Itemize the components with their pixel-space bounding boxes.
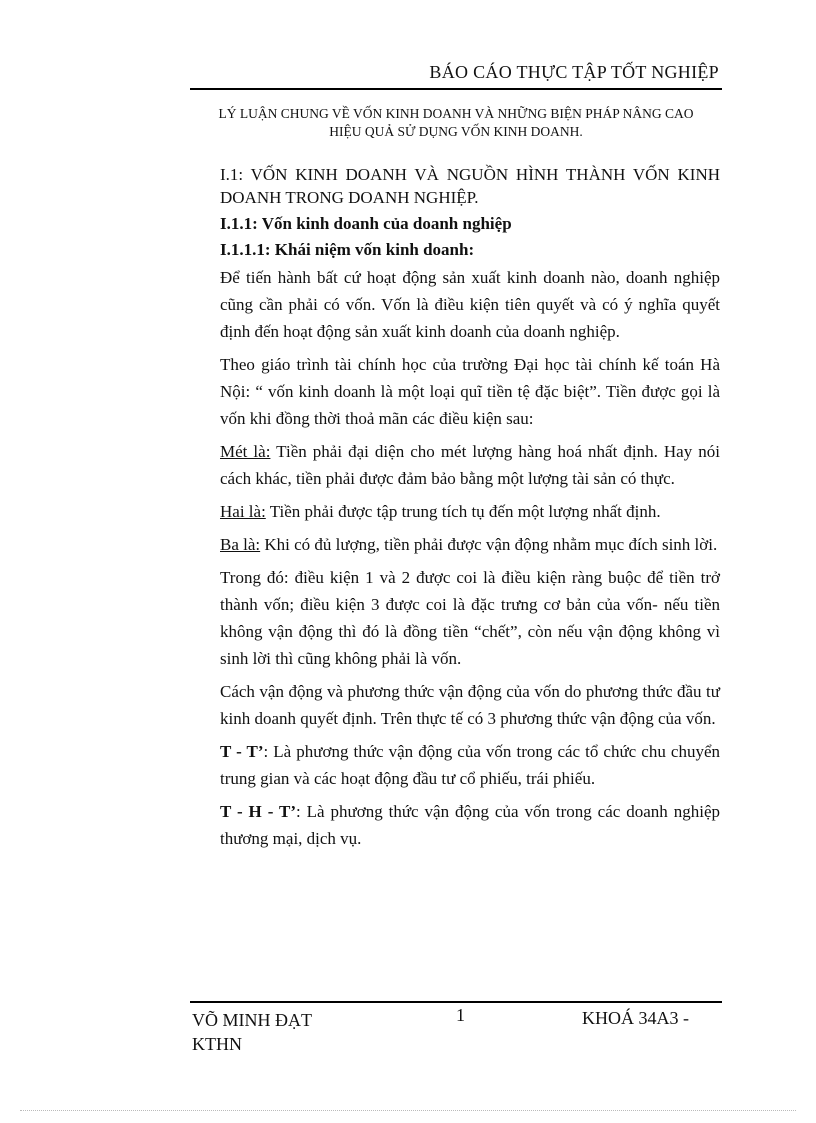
- paragraph-condition-3: [220, 531, 720, 558]
- paragraph-1: Để tiến hành bất cứ hoạt động sản xuất kinh doanh nào, doanh nghiệp cũng cần phải có vốn. Vốn là điều kiện tiên quyết và có ý nghĩa quyết định đến hoạt động sản xuất kinh doanh của doanh nghiệp.: [220, 268, 720, 341]
- condition-2-label: Hai là:: [220, 502, 266, 521]
- paragraph-6: Trong đó: điều kiện 1 và 2 được coi là điều kiện ràng buộc để tiền trở thành vốn; điều kiện 3 được coi là đặc trưng cơ bản của vốn- nếu tiền không vận động thì đó là đồng tiền “chết”, còn nếu vận động không vì sinh lời thì cũng không phải là vốn.: [220, 568, 720, 668]
- chapter-subtitle-line-1: LÝ LUẬN CHUNG VỀ VỐN KINH DOANH VÀ NHỮNG BIỆN PHÁP NÂNG CAO: [218, 106, 694, 121]
- paragraph-condition-1: [220, 438, 720, 492]
- condition-1-text: Tiền phải đại diện cho mét lượng hàng hoá nhất định. Hay nói cách khác, tiền phải được đảm bảo bằng một lượng tài sản có thực.: [220, 442, 720, 488]
- footer-author-unit: KTHN: [192, 1034, 242, 1054]
- page-edge-dotted-line: [20, 1110, 796, 1111]
- condition-2-text: Tiền phải được tập trung tích tụ đến một lượng nhất định.: [265, 502, 661, 521]
- method-1-label: T - T’: [220, 742, 264, 761]
- heading-1-1: I.1.1: Vốn kinh doanh của doanh nghiệp: [220, 214, 512, 233]
- paragraph-condition-2: [220, 498, 720, 525]
- method-2-label: T - H - T’: [220, 802, 296, 821]
- section-heading: I.1: VỐN KINH DOANH VÀ NGUỒN HÌNH THÀNH VỐN KINH DOANH TRONG DOANH NGHIỆP.: [220, 165, 720, 207]
- footer-author-name: VÕ MINH ĐẠT: [192, 1010, 312, 1030]
- body-content: [220, 163, 720, 858]
- heading-1-1-1: I.1.1.1: Khái niệm vốn kinh doanh:: [220, 240, 475, 259]
- method-2-text: : Là phương thức vận động của vốn trong các doanh nghiệp thương mại, dịch vụ.: [220, 802, 720, 848]
- footer-author: [192, 1008, 312, 1056]
- chapter-subtitle: [190, 105, 722, 141]
- paragraph-method-2: [220, 798, 720, 852]
- footer-rule: [190, 1001, 722, 1003]
- method-1-text: : Là phương thức vận động của vốn trong các tổ chức chu chuyển trung gian và các hoạt động đầu tư cổ phiếu, trái phiếu.: [220, 742, 720, 788]
- footer-class: KHOÁ 34A3 -: [582, 1008, 689, 1028]
- paragraph-method-1: [220, 738, 720, 792]
- report-header-title: BÁO CÁO THỰC TẬP TỐT NGHIỆP: [429, 62, 719, 82]
- paragraph-2: Theo giáo trình tài chính học của trường Đại học tài chính kế toán Hà Nội: “ vốn kinh doanh là một loại quĩ tiền tệ đặc biệt”. Tiền được gọi là vốn khi đồng thời thoả mãn các điều kiện sau:: [220, 355, 720, 428]
- condition-3-label: Ba là:: [220, 535, 261, 554]
- paragraph-7: Cách vận động và phương thức vận động của vốn do phương thức đầu tư kinh doanh quyết định. Trên thực tế có 3 phương thức vận động của vốn.: [220, 682, 720, 728]
- condition-3-text: Khi có đủ lượng, tiền phải được vận động nhằm mục đích sinh lời.: [260, 535, 718, 554]
- chapter-subtitle-line-2: HIỆU QUẢ SỬ DỤNG VỐN KINH DOANH.: [329, 124, 583, 139]
- page-number: 1: [456, 1005, 465, 1025]
- condition-1-label: Mét là:: [220, 442, 271, 461]
- header-rule: [190, 88, 722, 90]
